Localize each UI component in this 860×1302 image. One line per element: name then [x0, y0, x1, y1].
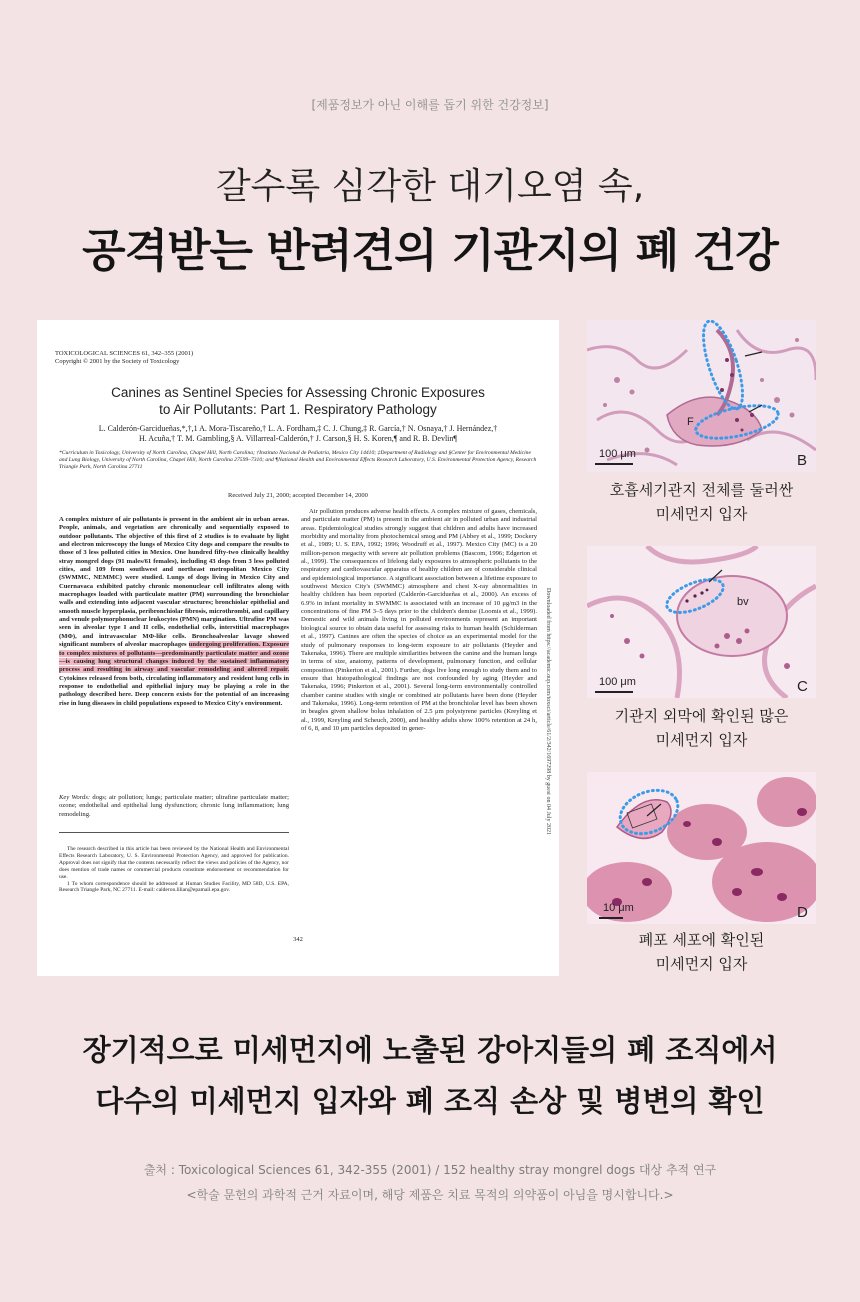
micrograph-b: [587, 320, 816, 472]
caption-c: [573, 704, 830, 752]
medical-disclaimer: <학술 문헌의 과학적 근거 자료이며, 해당 제품은 치료 목적의 의약품이 아님을 명시합니다.>: [186, 1188, 674, 1202]
caption-d: [573, 928, 830, 976]
paper-page-number: 342: [293, 936, 303, 943]
copyright-line: Copyright © 2001 by the Society of Toxicology: [55, 358, 180, 365]
panel-letter: D: [797, 904, 808, 921]
abstract-highlight: undergoing proliferation. Exposure to complex mixtures of pollutants—predominantly particulate matter and ozone—is causing lung structural changes induced by the sustained inflammatory process and resulting in airway and vascular remodeling and altered repair.: [59, 641, 290, 674]
paper-journal-info: [55, 350, 193, 366]
caption-d-line-1: 폐포 세포에 확인된: [638, 931, 765, 949]
page-title: 공격받는 반려견의 기관지의 폐 건강: [82, 224, 778, 277]
authors-line-1: L. Calderón-Garcidueñas,*,†,1 A. Mora-Tiscareño,† L. A. Fordham,‡ C. J. Chung,‡ R. García,† N. Osnaya,† J. Hernández,†: [98, 424, 498, 433]
abstract-text-1: A complex mixture of air pollutants is present in the ambient air in urban areas. People, animals, and vegetation are chronically and sequentially exposed to outdoor pollutants. The objective of this first of 2 studies is to evaluate by light and electron microscopy the lungs of Mexico City dogs and compare the results to those of 3 less polluted cities in Mexico. One hundred fifty-two clinically healthy stray mongrel dogs (91 males/61 females), including 43 dogs from 3 less polluted cities, and 109 from southwest and northeast metropolitan Mexico City (SWMMC, NEMMC) were studied. Lungs of dogs living in Mexico City and Cuernavaca exhibited patchy chronic mononuclear cell infiltrates along with macrophages loaded with particulate matter (PM) surrounding the bronchiolar walls and extending into adjacent vascular structures; bronchiolar epithelial and smooth muscle hyperplasia, peribronchiolar fibrosis, microthrombi, and capillary and venule polymorphonuclear leukocytes (PMN) margination. Ultrafine PM was seen in alveolar type I and II cells, endothelial cells, interstitial macrophages (MΦ), and intravascular MΦ-like cells. Bronchoalveolar lavage showed significant numbers of alveolar macrophages: [59, 516, 289, 649]
journal-line: TOXICOLOGICAL SCIENCES 61, 342–355 (2001): [55, 350, 194, 357]
paper-authors: [65, 424, 531, 444]
paper-received-date: Received July 21, 2000; accepted December 14, 2000: [228, 492, 368, 499]
panel-letter: C: [797, 678, 808, 695]
keywords-text: dogs; air pollution; lungs; particulate matter; ultrafine particulate matter; ozone; endothelial and epithelial lung dysfunction; chronic lung inflammation; lung remodeling.: [59, 794, 290, 818]
paper-title-line-1: Canines as Sentinel Species for Assessing Chronic Exposures: [111, 385, 485, 400]
paper-body-text: Air pollution produces adverse health effects. A complex mixture of gases, chemicals, and particulate matter (PM) is present in the ambient air in polluted urban and industrial areas. Epidemiological studies strongly suggest that children and adults have increased morbidity and mortality from photochemical smog and PM (Abbey et al., 1999; Dockery et al., 1989; U. S. EPA, 1992; 1996; Woodruff et al., 1997). Mexico City (MC) is a 20 million-person megacity with severe air pollution problems (Bascom, 1996; Edgerton et al., 1999). The consequences of lifelong daily exposures to atmospheric pollutants to the respiratory and cardiovascular apparatus of healthy children are of considerable clinical and epidemiological importance. A significant association between a lifetime exposure to southwest Mexico City's (SWMMC) atmosphere and chest X-ray abnormalities in healthy children has been reported (Calderón-Garcidueñas et al., 2000). An excess of 6.9% in infant mortality in SWMMC is associated with an increase of 10 μg/m3 in the concentrations of fine PM 3–5 days prior to the children's demise (Loomis et al., 1999). Domestic and wild animals living in polluted environments represent an important biological source to obtain data useful for assessing risks to human health (Schilderman et al., 1997). Canines are often the species of choice as an experimental model for the study of pulmonary responses to long-term exposure to air pollutants (Heyder and Takenaka, 1996). There are multiple similarities between the canine and the human lungs in terms of size, anatomy, patterns of development, pulmonary function, and cellular composition (Pinkerton et al., 2001). Further, dogs live long enough to study them and to ensure that histopathological findings are not confounded by aging (Heyder and Takenaka, 1996; Pinkerton et al., 2001). Several long-term environmentally controlled chamber canine studies with single or combined air pollutants have been done (Heyder and Takenaka, 1996). Long-term retention of PM at the bronchiolar level has been shown in beagles given shallow bolus inhalation of 2.5 μm polystyrene particles (Kreyling et al., 1999, Kreyling and Scheuch, 2000), and healthy adults show 100% retention at 24 h, of 6, 8, and 10 μm particles deposited in gener-: [301, 508, 537, 732]
paper-footnotes: [59, 846, 289, 894]
scale-bar-label: 10 μm: [603, 902, 634, 914]
research-paper-image: [37, 320, 559, 976]
label-bv: bv: [737, 596, 749, 608]
authors-line-2: H. Acuña,† T. M. Gambling,§ A. Villarreal-Calderón,† J. Carson,§ H. S. Koren,¶ and R. B. Devlin¶: [138, 434, 458, 443]
source-citation: 출처 : Toxicological Sciences 61, 342-355 (2001) / 152 healthy stray mongrel dogs 대상 추적 연구: [143, 1163, 717, 1177]
paper-keywords: [59, 794, 289, 819]
caption-b-line-2: 미세먼지 입자: [655, 505, 748, 523]
scale-bar-label: 100 μm: [599, 448, 636, 460]
paper-title-line-2: to Air Pollutants: Part 1. Respiratory Pathology: [159, 402, 437, 417]
caption-d-line-2: 미세먼지 입자: [655, 955, 748, 973]
download-note: Downloaded from https://academic.oup.com/toxsci/article/61/2/342/1697298 by guest on 04 July 2021: [545, 588, 551, 835]
footnote-2: 1 To whom correspondence should be addressed at Human Studies Facility, MD 58D, U.S. EPA, Research Triangle Park, NC 27711. E-mail: calderon.lilian@epamail.epa.gov.: [59, 880, 289, 894]
footnote-divider: [59, 832, 289, 833]
panel-letter: B: [797, 452, 808, 469]
caption-b: [573, 478, 830, 526]
micrograph-d: [587, 772, 816, 924]
scale-bar-label: 100 μm: [599, 676, 636, 688]
abstract-text-2: Cytokines released from both, circulating inflammatory and resident lung cells in response to endothelial and epithelial injury may be playing a role in the pathology described here. Deep concern exists for the potential of an increasing rise in lung diseases in child populations exposed to Mexico City's environment.: [59, 674, 289, 707]
health-info-disclaimer: [제품정보가 아닌 이해를 돕기 위한 건강정보]: [311, 98, 549, 112]
paper-affiliations: *Curriculum in Toxicology, University of North Carolina, Chapel Hill, North Carolina; †Instituto Nacional de Pediatría, Mexico City 14410; ‡Department of Radiology and §Center for Environmental Medicine and Lung Biology, University of North Carolina, Chapel Hill, North Carolina 27599–7310; and ¶National Health and Environmental Effects Research Laboratory, U.S. Environmental Protection Agency, Research Triangle Park, North Carolina 27711: [59, 450, 537, 470]
micrograph-c: [587, 546, 816, 698]
paper-title: [37, 384, 559, 418]
conclusion-line-1: 장기적으로 미세먼지에 노출된 강아지들의 폐 조직에서: [82, 1033, 778, 1067]
footnote-1: The research described in this article has been reviewed by the National Health and Environmental Effects Research Laboratory, U. S. Environmental Protection Agency, and approved for publication. Approval does not signify that the contents necessarily reflect the views and policies of the Agency, nor does mention of trade names or commercial products constitute endorsement or recommendation for use.: [59, 846, 289, 880]
caption-b-line-1: 호흡세기관지 전체를 둘러싼: [609, 481, 794, 499]
conclusion-line-2: 다수의 미세먼지 입자와 폐 조직 손상 및 병변의 확인: [95, 1084, 765, 1118]
caption-c-line-1: 기관지 외막에 확인된 많은: [614, 707, 789, 725]
caption-c-line-2: 미세먼지 입자: [655, 731, 748, 749]
paper-abstract: [59, 516, 289, 708]
label-f: F: [687, 416, 694, 428]
keywords-label: Key Words:: [59, 794, 91, 801]
page-subtitle: 갈수록 심각한 대기오염 속,: [215, 166, 645, 207]
